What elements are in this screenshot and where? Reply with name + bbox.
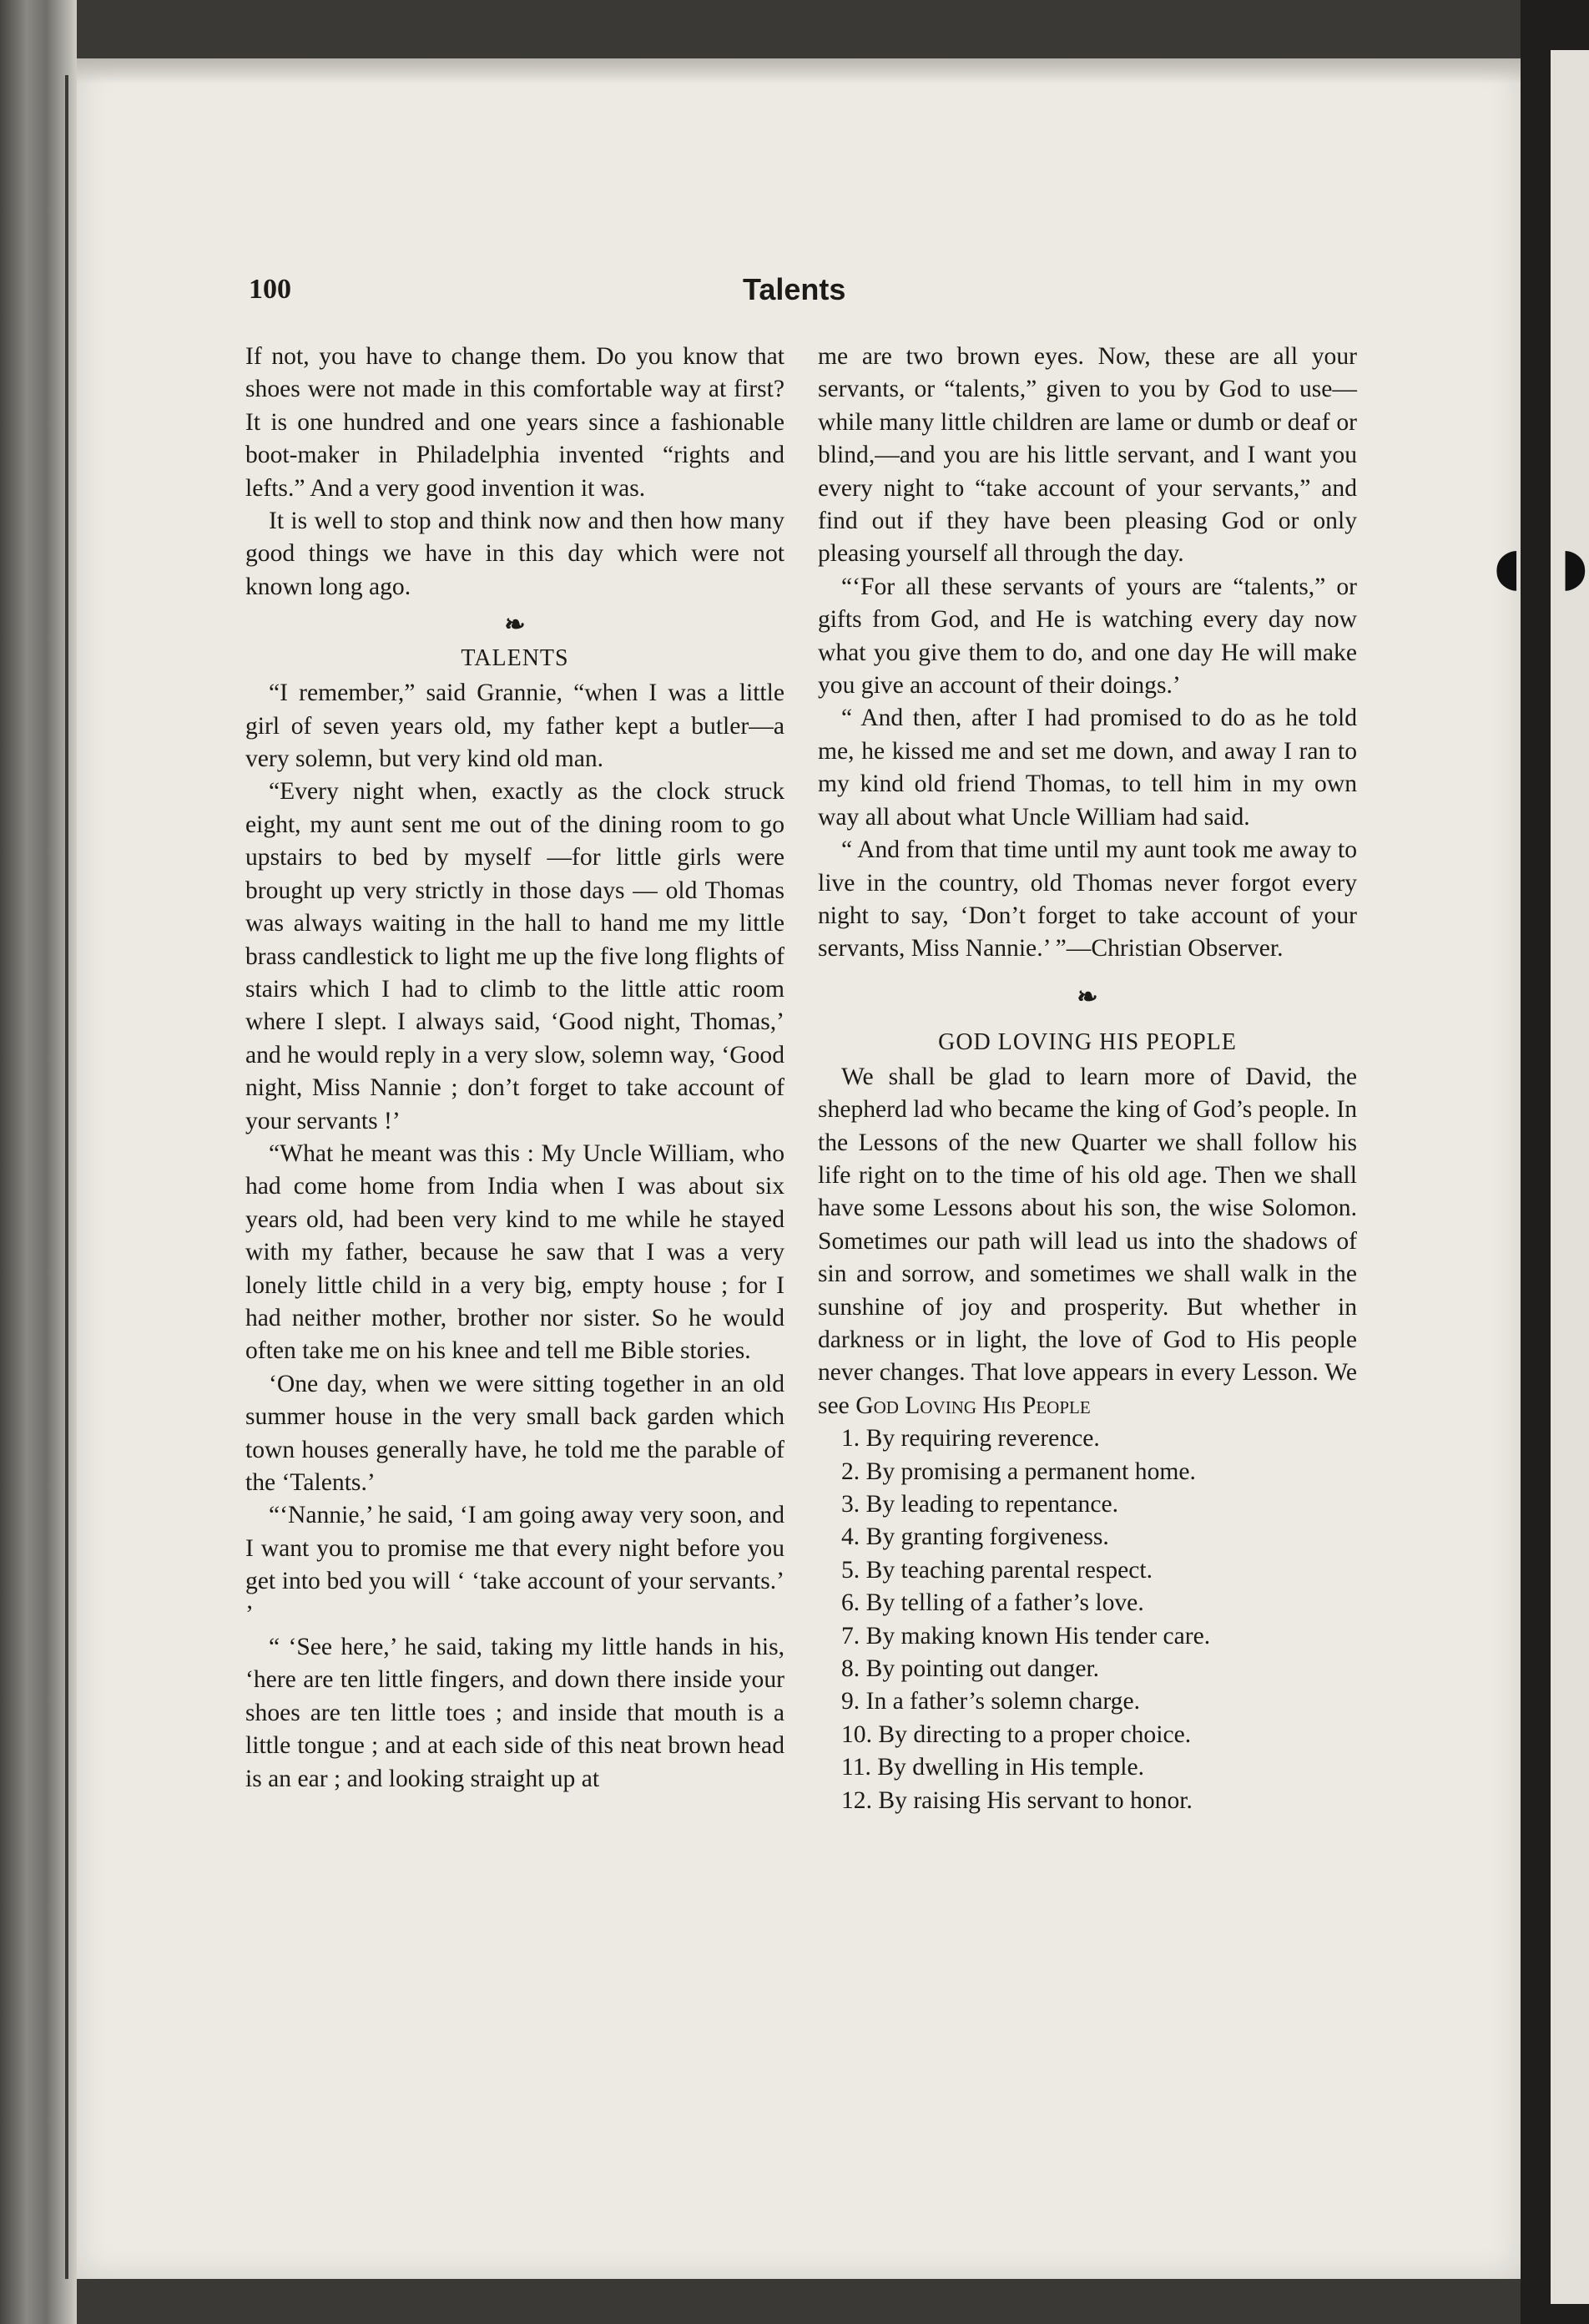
list-item: 4. By granting forgiveness. — [841, 1523, 1109, 1551]
paragraph — [818, 1061, 1357, 1422]
paragraph: If not, you have to change them. Do you know that shoes were not made in this comfortable way at first? It is one hundred and one years since a fashionable boot-maker in Philadelphia invented “rights and lefts.” And a very good invention it was. — [245, 343, 784, 502]
section-heading-god-loving: GOD LOVING HIS PEOPLE — [938, 1028, 1237, 1055]
paragraph: “ And then, after I had promised to do as he told me, he kissed me and set me down, and away I ran to my kind old friend Thomas, to tell him in my own way all about what Uncle William had said. — [818, 705, 1357, 831]
page-top-shadow — [77, 58, 1521, 83]
page-number: 100 — [249, 274, 291, 305]
small-caps-phrase: God Loving His People — [855, 1392, 1091, 1419]
paragraph: “I remember,” said Grannie, “when I was a little girl of seven years old, my father kept a butler—a very solemn, but very kind old man. — [245, 680, 784, 773]
paragraph: “‘Nannie,’ he said, ‘I am going away very soon, and I want you to promise me that every night before you get into bed you will ‘ ‘take account of your servants.’ ’ — [245, 1502, 784, 1628]
list-item: 1. By requiring reverence. — [841, 1425, 1100, 1452]
paragraph: “What he meant was this : My Uncle William, who had come home from India when I was about six years old, had been very kind to me while he stayed with my father, because he saw that I was a very lonely little child in a very big, empty house ; for I had neither mother, brother nor sister. So he would often take me on his knee and tell me Bible stories. — [245, 1139, 784, 1365]
list-item: 8. By pointing out danger. — [841, 1655, 1100, 1683]
lesson-list — [818, 1422, 1357, 1817]
paragraph: “Every night when, exactly as the clock struck eight, my aunt sent me out of the dining room to go upstairs to bed by myself —for little girls were brought up very strictly in those days — old Thomas was always waiting in the hall to hand me my little brass candlestick to light me up the five long flights of stairs which I had to climb to the little attic room where I slept. I always said, ‘Good night, Thomas,’ and he would reply in a very slow, solemn way, ‘Good night, Miss Nannie ; don’t forget to take account of your servants !’ — [245, 778, 785, 1134]
running-title: Talents — [743, 272, 846, 306]
list-item: 5. By teaching parental respect. — [841, 1556, 1153, 1584]
list-item: 3. By leading to repentance. — [841, 1491, 1118, 1518]
paragraph-text: We shall be glad to learn more of David, the shepherd lad who became the king of God’s people. In the Lessons of the new Quarter we shall follow his life right on to the time of his old age. Then we shall have some Lessons about his son, the wise Solomon. Sometimes our path will lead us into the shadows of sin and sorrow, and sometimes we shall walk in the sunshine of joy and prosperity. But whether in darkness or in light, the love of God to His people never changes. That love appears in every Lesson. We see — [818, 1063, 1357, 1419]
list-item: 9. In a father’s solemn charge. — [841, 1688, 1141, 1715]
paragraph: ‘One day, when we were sitting together in an old summer house in the very small back garden which town houses generally have, he told me the parable of the ‘Talents.’ — [245, 1370, 784, 1496]
paragraph: It is well to stop and think now and then how many good things we have in this day which were not known long ago. — [245, 508, 784, 600]
paragraph: “ ‘See here,’ he said, taking my little hands in his, ‘here are ten little fingers, and down there inside your shoes are ten little toes ; and inside that mouth is a little tongue ; and at each side of this neat brown head is an ear ; and looking straight up at — [245, 1634, 784, 1792]
left-column — [245, 341, 784, 1796]
paragraph: “‘For all these servants of yours are “talents,” or gifts from God, and He is watching every day now what you give them to do, and one day He will make you give an account of their doings.’ — [818, 573, 1357, 700]
ornament-icon: ❧ — [1077, 983, 1098, 1011]
list-item: 6. By telling of a father’s love. — [841, 1589, 1144, 1617]
list-item: 10. By directing to a proper choice. — [841, 1720, 1192, 1748]
list-item: 7. By making known His tender care. — [841, 1622, 1211, 1650]
section-heading-talents: TALENTS — [461, 645, 569, 672]
list-item: 2. By promising a permanent home. — [841, 1458, 1196, 1485]
adjacent-page-edge — [1551, 50, 1589, 2304]
list-item: 12. By raising His servant to honor. — [841, 1786, 1193, 1814]
right-column — [818, 341, 1357, 1817]
binding-edge — [65, 75, 68, 2279]
binding-hole-icon: ◗ — [1561, 536, 1588, 597]
list-item: 11. By dwelling in His temple. — [841, 1754, 1145, 1781]
ornament-icon: ❧ — [504, 611, 526, 639]
paragraph: “ And from that time until my aunt took me away to live in the country, old Thomas never forgot every night to say, ‘Don’t forget to take account of your servants, Miss Nannie.’ ”—Christian Observer. — [818, 836, 1357, 962]
binding-hole-icon: ◖ — [1494, 536, 1521, 597]
paragraph: me are two brown eyes. Now, these are all your servants, or “talents,” given to you by God to use—while many little children are lame or dumb or deaf or blind,—and you are his little servant, and I want you every night to “take account of your servants,” and find out if they have been pleasing God or only pleasing yourself all through the day. — [818, 343, 1357, 568]
